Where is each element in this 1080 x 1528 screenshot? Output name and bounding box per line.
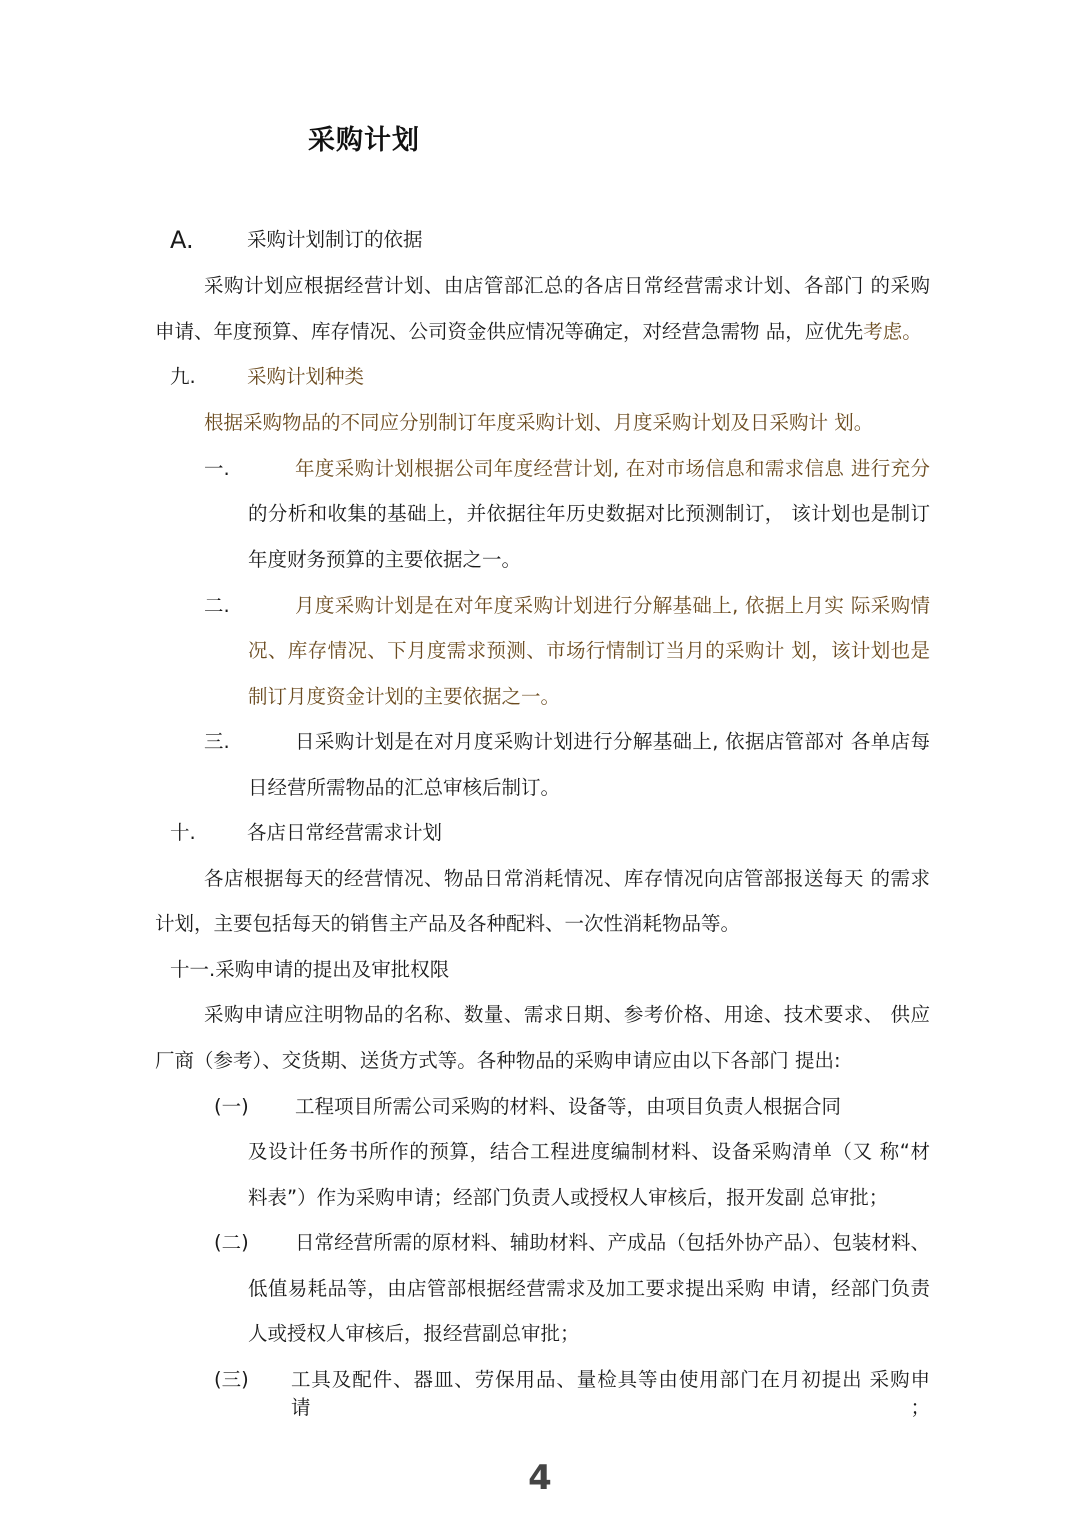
section-10-line: 各店根据每天的经营情况、物品日常消耗情况、库存情况向店管部报送每天 的需求 <box>204 867 930 890</box>
page-number: 4 <box>528 1458 552 1498</box>
item-3-marker: 三. <box>204 730 230 753</box>
section-10-heading: 各店日常经营需求计划 <box>247 821 443 844</box>
section-11-line: 采购申请应注明物品的名称、数量、需求日期、参考价格、用途、技术要求、 供应 <box>204 1003 930 1026</box>
item-3-line: 日经营所需物品的汇总审核后制订。 <box>248 776 561 799</box>
sub-3-marker: (三) <box>214 1368 249 1391</box>
section-9-intro: 根据采购物品的不同应分别制订年度采购计划、月度采购计划及日采购计 划。 <box>204 411 874 434</box>
item-1-line: 的分析和收集的基础上，并依据往年历史数据对比预测制订， 该计划也是制订 <box>248 502 930 525</box>
section-a-para-text: 申请、年度预算、库存情况、公司资金供应情况等确定，对经营急需物 品，应优先 <box>155 320 864 343</box>
sub-2-marker: (二) <box>214 1231 249 1254</box>
item-2-line: 况、库存情况、下月度需求预测、市场行情制订当月的采购计 划，该计划也是 <box>248 639 930 662</box>
sub-1-marker: (一) <box>214 1095 249 1118</box>
item-1-marker: 一. <box>204 457 230 480</box>
section-10-marker: 十. <box>170 821 196 844</box>
sub-1-line: 及设计任务书所作的预算，结合工程进度编制材料、设备采购清单（又 称“材 <box>248 1140 930 1163</box>
section-a-para-highlight: 考虑。 <box>863 320 922 343</box>
section-a-para-line <box>155 318 922 346</box>
section-a-para-line: 采购计划应根据经营计划、由店管部汇总的各店日常经营需求计划、各部门 的采购 <box>204 274 930 297</box>
sub-3-line: 工具及配件、器皿、劳保用品、量检具等由使用部门在月初提出 采购申请； <box>291 1368 930 1419</box>
sub-2-line: 低值易耗品等，由店管部根据经营需求及加工要求提出采购 申请，经部门负责 <box>248 1277 930 1300</box>
item-3-line: 日采购计划是在对月度采购计划进行分解基础上, 依据店管部对 各单店每 <box>295 730 930 753</box>
section-a-marker: A. <box>170 226 194 254</box>
section-9-heading: 采购计划种类 <box>247 365 365 388</box>
item-2-line: 制订月度资金计划的主要依据之一。 <box>248 685 561 708</box>
section-9-marker: 九. <box>170 365 196 388</box>
page-title: 采购计划 <box>308 125 420 156</box>
sub-2-line: 日常经营所需的原材料、辅助材料、产成品（包括外协产品）、包装材料、 <box>295 1231 930 1254</box>
section-11-line: 厂商（参考）、交货期、送货方式等。各种物品的采购申请应由以下各部门 提出: <box>155 1049 841 1072</box>
section-11-heading: 十一.采购申请的提出及审批权限 <box>170 958 450 981</box>
item-2-marker: 二. <box>204 594 230 617</box>
sub-1-line: 料表”）作为采购申请；经部门负责人或授权人审核后，报开发副 总审批； <box>248 1186 889 1209</box>
section-a-heading: 采购计划制订的依据 <box>247 228 423 251</box>
section-10-line: 计划，主要包括每天的销售主产品及各种配料、一次性消耗物品等。 <box>155 912 741 935</box>
item-1-line: 年度财务预算的主要依据之一。 <box>248 548 522 571</box>
sub-1-line: 工程项目所需公司采购的材料、设备等，由项目负责人根据合同 <box>295 1095 842 1118</box>
item-2-line: 月度采购计划是在对年度采购计划进行分解基础上, 依据上月实 际采购情 <box>295 594 930 617</box>
item-1-line: 年度采购计划根据公司年度经营计划, 在对市场信息和需求信息 进行充分 <box>295 457 930 480</box>
sub-2-line: 人或授权人审核后，报经营副总审批； <box>248 1322 580 1345</box>
